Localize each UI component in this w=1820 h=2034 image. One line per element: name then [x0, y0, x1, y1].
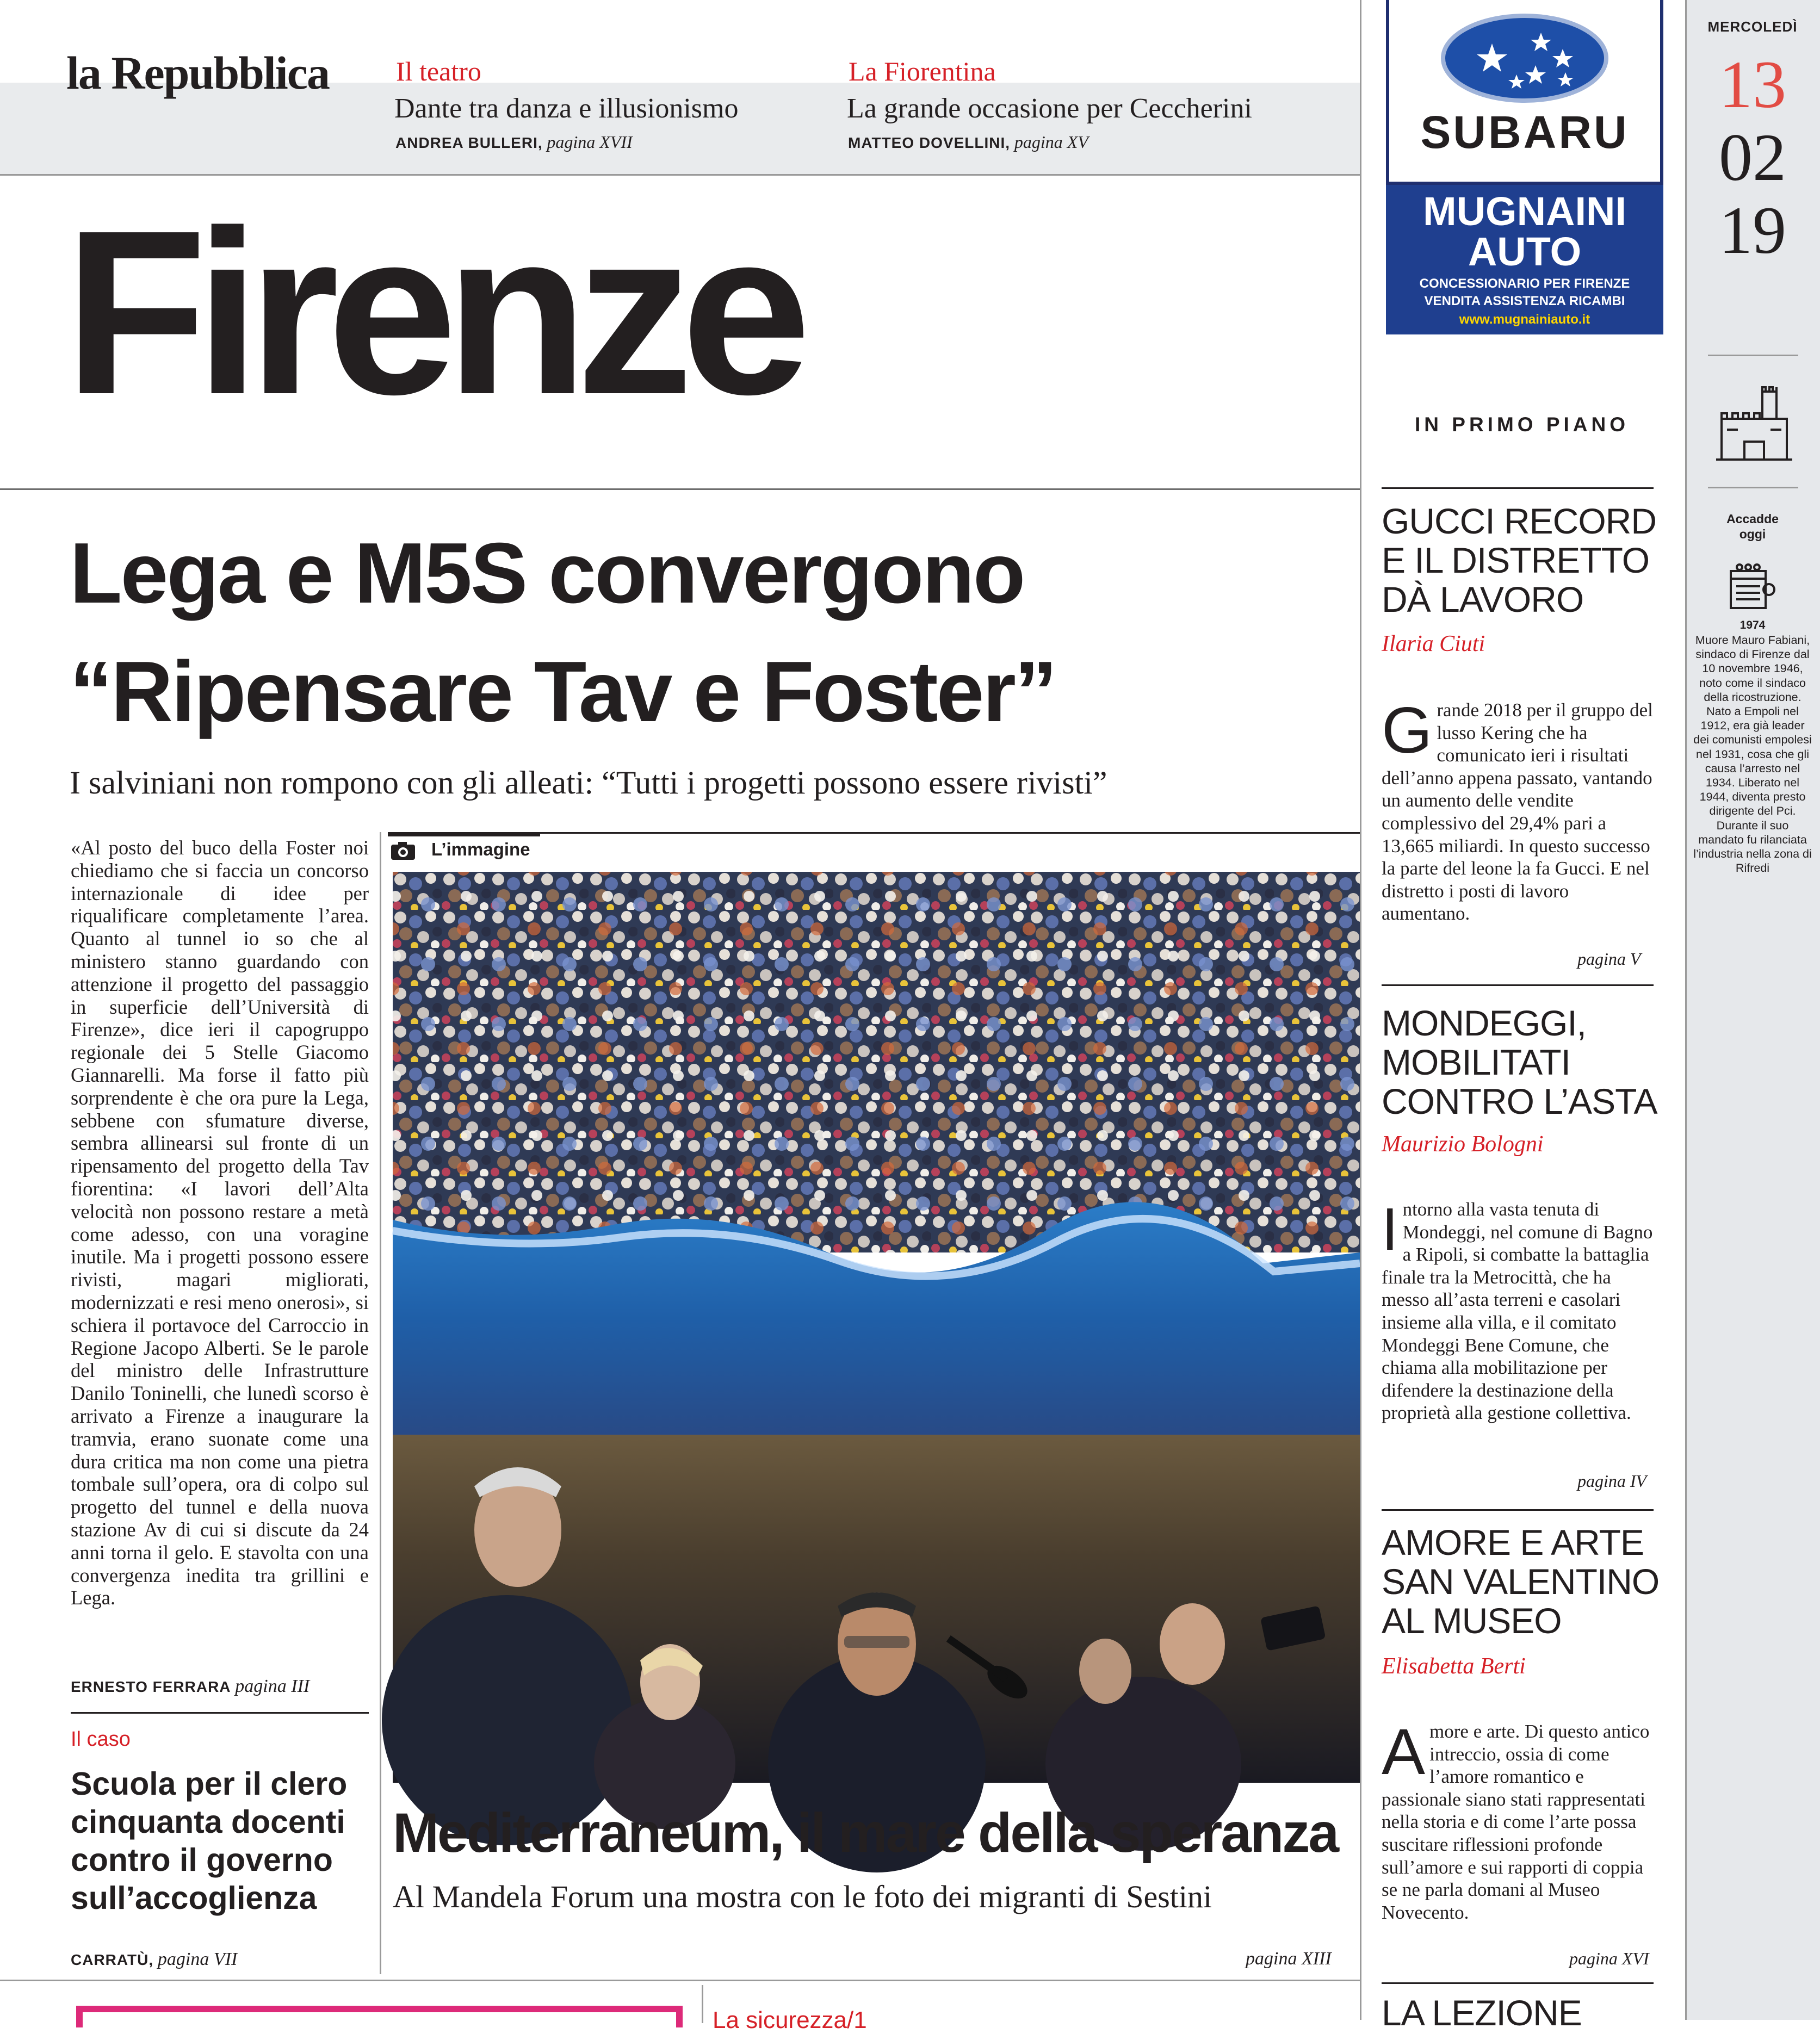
bottom-teaser-kicker: La sicurezza/1 — [713, 2007, 867, 2033]
subaru-logo-icon — [1440, 14, 1609, 103]
primo-rule — [1382, 487, 1654, 489]
palazzo-vecchio-icon — [1711, 381, 1798, 468]
caso-author: CARRATÙ, — [71, 1951, 154, 1968]
primo-rule — [1382, 1509, 1654, 1511]
migrants-photo[interactable] — [393, 872, 1360, 1783]
caso-kicker: Il caso — [71, 1728, 131, 1751]
primo-item-text: ntorno alla vasta tenuta di Mondeggi, nel comune di Bagno a Ripoli, si combatte la battaglia finale tra la Metrocittà, che ha messo all’asta terreni e casolari insieme alla villa, e il comitato Mondeggi Bene Comune, che chiama alla mobilitazione per difendere la destinazione della proprietà alla gestione collettiva. — [1382, 1199, 1653, 1424]
picture-label: L’immagine — [431, 839, 530, 859]
caso-byline — [71, 1949, 237, 1970]
date-strip — [1685, 0, 1820, 2020]
teaser-kicker: La Fiorentina — [849, 56, 996, 86]
drop-cap: G — [1382, 694, 1433, 767]
lead-body: «Al posto del buco della Foster noi chiediamo che si faccia un concorso internazionale di idee per riqualificare completamente l’area. Quanto al tunnel io so che al ministero stanno guardando con attenzione il progetto del passaggio in superficie dell’Università di Firenze», dice ieri il capogruppo regionale dei 5 Stelle Giacomo Giannarelli. Ma forse il fatto più sorprendente è che ora pure la Lega, sebbene con sfumature diverse, sembra allinearsi sul fronte di un ripensamento del progetto della Tav fiorentina: «I lavori dell’Alta velocità non possono restare a metà come adesso, con una voragine inutile. Ma i progetti possono essere rivisti, magari migliorati, modernizzati e resi meno onerosi», si schiera il portavoce del Carroccio in Regione Jacopo Alberti. Se le parole del ministro delle Infrastrutture Danilo Toninelli, che lunedì scorso è arrivato a Firenze a inaugurare la tramvia, erano suonate come una dura critica ma non come una pietra tombale sull’opera, ora di colpo sul progetto del tunnel e della nuova stazione Av di cui si discute da 24 anni torna il gelo. E stavolta con una convergenza inedita tra grillini e Lega. — [71, 836, 369, 1609]
drop-cap: A — [1382, 1715, 1426, 1788]
column-divider — [380, 832, 381, 1974]
ad-dealer-line2: AUTO — [1468, 229, 1582, 274]
primo-item-author: Ilaria Ciuti — [1382, 631, 1485, 656]
teaser-byline — [848, 132, 1088, 152]
lead-headline-line1: Lega e M5S convergono — [70, 525, 1024, 621]
ad-tagline-2: VENDITA ASSISTENZA RICAMBI — [1424, 294, 1625, 308]
lead-subhead: I salviniani non rompono con gli alleati: “Tutti i progetti possono essere rivisti” — [70, 765, 1107, 801]
accadde-year: 1974 — [1739, 619, 1766, 631]
primo-item-title[interactable]: AMORE E ARTE SAN VALENTINO AL MUSEO — [1382, 1522, 1660, 1641]
primo-item-page: pagina IV — [1577, 1471, 1647, 1491]
teaser-author: MATTEO DOVELLINI, — [848, 134, 1011, 151]
masthead-title: Firenze — [64, 182, 800, 443]
photo-artwork — [393, 872, 1360, 1783]
drop-cap: I — [1382, 1196, 1398, 1263]
date-month: 02 — [1719, 120, 1786, 195]
date-strip-border — [1685, 0, 1687, 2020]
strip-rule — [1708, 355, 1798, 356]
primo-item-body — [1382, 1198, 1659, 1424]
weekday: MERCOLEDÌ — [1707, 18, 1798, 35]
bottom-promo-box[interactable] — [76, 2006, 683, 2027]
primo-item-page: pagina V — [1577, 949, 1641, 969]
lead-author: ERNESTO FERRARA — [71, 1678, 231, 1695]
strip-rule — [1708, 487, 1798, 488]
date-day: 13 — [1719, 47, 1786, 122]
lead-page: pagina III — [235, 1676, 310, 1696]
primo-item-author: Elisabetta Berti — [1382, 1654, 1526, 1679]
lead-byline — [71, 1676, 309, 1697]
accadde-label-line1: Accadde — [1726, 512, 1779, 526]
teaser-kicker: Il teatro — [396, 56, 481, 86]
primo-item-page: pagina XVI — [1569, 1949, 1649, 1968]
caso-page: pagina VII — [157, 1949, 238, 1969]
camera-icon — [391, 842, 416, 860]
ad-tagline-1: CONCESSIONARIO PER FIRENZE — [1419, 276, 1630, 291]
picture-title[interactable]: Mediterraneum, il mare della speranza — [393, 1802, 1338, 1864]
right-column-divider — [1360, 0, 1361, 2020]
primo-item-title[interactable]: LA LEZIONE — [1382, 1993, 1582, 2033]
caso-title[interactable]: Scuola per il clero cinquanta docenti contro il governo sull’accoglienza — [71, 1766, 348, 1916]
teaser-page: pagina XVII — [547, 132, 633, 152]
ad-brand: SUBARU — [1420, 107, 1629, 158]
masthead-rule — [0, 488, 1360, 490]
teaser-author: ANDREA BULLERI, — [395, 134, 543, 151]
teaser-title[interactable]: La grande occasione per Ceccherini — [847, 93, 1252, 124]
accadde-label — [1685, 511, 1820, 542]
primo-item-title[interactable]: GUCCI RECORD E IL DISTRETTO DÀ LAVORO — [1382, 501, 1657, 619]
primo-item-text: more e arte. Di questo antico intreccio, ossia di come l’amore romantico e passionale siano stati rappresentati nella storia e di come l’arte possa suscitare riflessioni profonde sull’amore e sui rapporti di coppia se ne parla domani al Museo Novecento. — [1382, 1721, 1650, 1923]
teaser-page: pagina XV — [1014, 132, 1088, 152]
picture-page: pagina XIII — [1246, 1949, 1332, 1969]
bottom-divider — [702, 1985, 703, 2023]
primo-item-body — [1382, 1715, 1659, 1924]
primo-item-body — [1382, 694, 1659, 925]
accadde-text: Muore Mauro Fabiani, sindaco di Firenze dal 10 novembre 1946, noto come il sindaco della ricostruzione. Nato a Empoli nel 1912, era già leader dei comunisti empolesi nel 1931, cosa che gli causa l’arresto nel 1934. Liberato nel 1944, diventa presto dirigente del Pci. Durante il suo mandato fu rilanciata l’industria nella zona di Rifredi — [1693, 634, 1812, 875]
accadde-label-line2: oggi — [1739, 527, 1766, 541]
teaser-byline — [395, 132, 633, 152]
teaser-title[interactable]: Dante tra danza e illusionismo — [394, 93, 739, 124]
primo-item-author: Maurizio Bologni — [1382, 1132, 1544, 1157]
picture-subtitle: Al Mandela Forum una mostra con le foto dei migranti di Sestini — [393, 1879, 1212, 1914]
lead-headline-line2: “Ripensare Tav e Foster” — [70, 644, 1056, 740]
primo-item-text: rande 2018 per il gruppo del lusso Kering che ha comunicato ieri i risultati dell’anno appena passato, vantando un aumento delle vendite complessivo del 29,4% pari a 13,665 miliardi. In questo successo la parte del leone la fa Gucci. E nel distretto i posti di lavoro aumentano. — [1382, 699, 1653, 925]
primo-piano-label: IN PRIMO PIANO — [1414, 413, 1630, 436]
primo-item-title[interactable]: MONDEGGI, MOBILITATI CONTRO L’ASTA — [1382, 1003, 1657, 1121]
ad-url[interactable]: www.mugnainiauto.it — [1459, 312, 1590, 327]
left-rule — [71, 1712, 369, 1714]
newspaper-brand[interactable]: la Repubblica — [66, 47, 329, 99]
primo-rule — [1382, 1982, 1654, 1984]
lead-headline[interactable] — [70, 514, 1321, 751]
calendar-icon — [1724, 559, 1779, 613]
ad-dealer-line1: MUGNAINI — [1422, 189, 1627, 234]
bottom-rule — [0, 1980, 1360, 1981]
ad-dealer-name — [1386, 191, 1663, 272]
date-year: 19 — [1719, 193, 1786, 268]
picture-bar — [388, 832, 540, 836]
primo-rule — [1382, 984, 1654, 986]
header-rule — [0, 174, 1360, 176]
